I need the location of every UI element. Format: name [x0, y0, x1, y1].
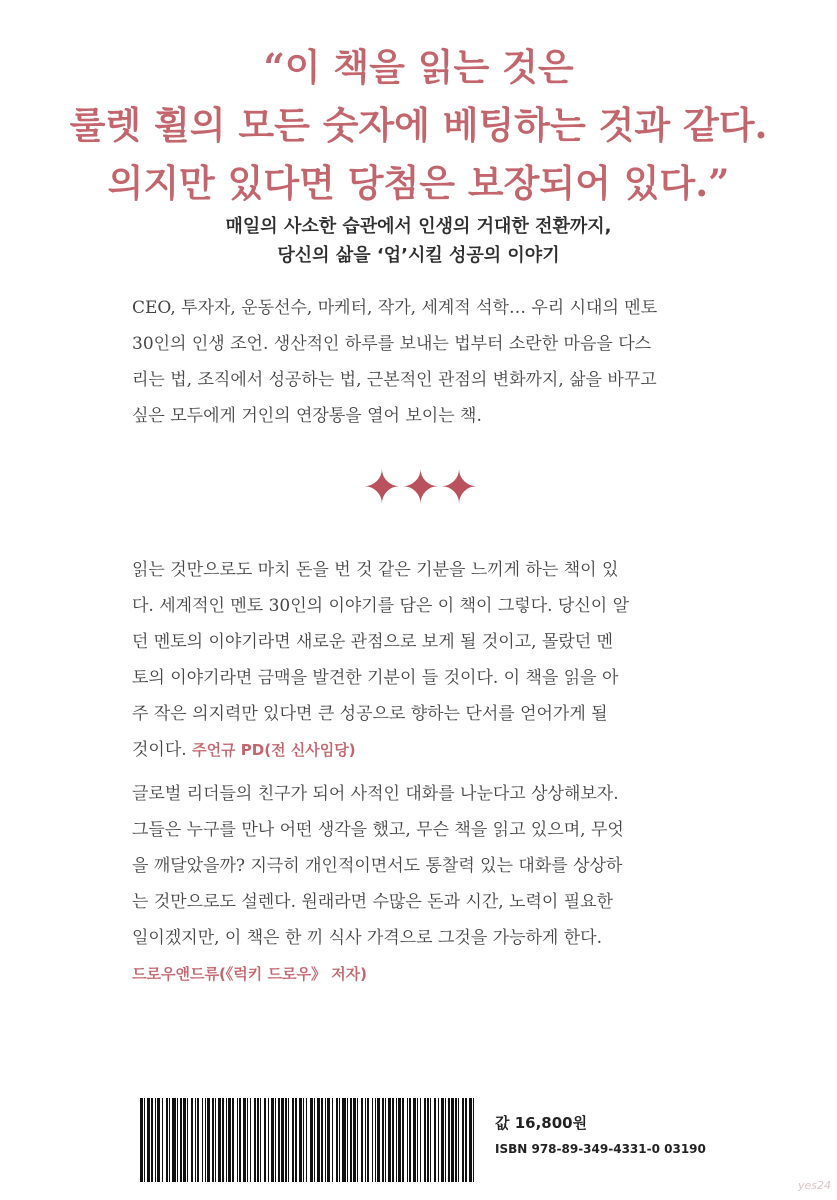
quote-line: 는 것만으로도 설렌다. 원래라면 수많은 돈과 시간, 노력이 필요한 [132, 892, 614, 912]
endorsement-quote-1 [132, 552, 707, 768]
headline-line-3: 의지만 있다면 당첨은 보장되어 있다.” [107, 161, 730, 205]
quote-line: 다. 세계적인 멘토 30인의 이야기를 담은 이 책이 그렇다. 당신이 알 [132, 596, 630, 616]
intro-line: CEO, 투자자, 운동선수, 마케터, 작가, 세계적 석학… 우리 시대의 멘토 [132, 298, 658, 318]
quote-attribution: 주언규 PD(전 신사임당) [192, 741, 356, 759]
intro-line: 싶은 모두에게 거인의 연장통을 열어 보이는 책. [132, 406, 482, 426]
intro-line: 30인의 인생 조언. 생산적인 하루를 보내는 법부터 소란한 마음을 다스 [132, 334, 652, 354]
star-icon: ✦ [362, 461, 398, 513]
subhead-line-1: 매일의 사소한 습관에서 인생의 거대한 전환까지, [225, 216, 612, 237]
quote-line: 그들은 누구를 만나 어떤 생각을 했고, 무슨 책을 읽고 있으며, 무엇 [132, 820, 624, 840]
price-isbn-block [495, 1112, 706, 1158]
quote-line: 읽는 것만으로도 마치 돈을 번 것 같은 기분을 느끼게 하는 책이 있 [132, 560, 619, 580]
quote-line [132, 956, 707, 992]
intro-paragraph [132, 290, 707, 434]
ornament-stars [0, 462, 837, 512]
intro-line: 리는 법, 조직에서 성공하는 법, 근본적인 관점의 변화까지, 삶을 바꾸고 [132, 370, 657, 390]
subheadline [0, 212, 837, 270]
barcode [140, 1098, 480, 1182]
price-label: 값 16,800원 [495, 1114, 588, 1132]
quote-line: 주 작은 의지력만 있다면 큰 성공으로 향하는 단서를 얻어가게 될 [132, 704, 608, 724]
quote-last-line: 것이다. [132, 740, 187, 760]
quote-attribution: 드로우앤드류(《럭키 드로우》 저자) [132, 965, 368, 983]
star-icon: ✦ [439, 461, 475, 513]
barcode-gap [474, 1098, 476, 1182]
quote-line: 을 깨달았을까? 지극히 개인적이면서도 통찰력 있는 대화를 상상하 [132, 856, 623, 876]
quote-line: 일이겠지만, 이 책은 한 끼 식사 가격으로 그것을 가능하게 한다. [132, 928, 602, 948]
headline-quote [0, 38, 837, 212]
endorsement-quote-2 [132, 776, 707, 992]
headline-line-1: “이 책을 읽는 것은 [263, 45, 574, 89]
quote-line: 토의 이야기라면 금맥을 발견한 기분이 들 것이다. 이 책을 읽을 아 [132, 668, 619, 688]
isbn-label: ISBN 978-89-349-4331-0 03190 [495, 1142, 706, 1156]
quote-line: 글로벌 리더들의 친구가 되어 사적인 대화를 나눈다고 상상해보자. [132, 784, 619, 804]
quote-line: 던 멘토의 이야기라면 새로운 관점으로 보게 될 것이고, 몰랐던 멘 [132, 632, 614, 652]
star-icon: ✦ [401, 461, 436, 513]
headline-line-2: 룰렛 휠의 모든 숫자에 베팅하는 것과 같다. [69, 103, 768, 147]
watermark-logo: yes24 [797, 1179, 831, 1192]
subhead-line-2: 당신의 삶을 ‘업’시킬 성공의 이야기 [277, 245, 560, 266]
quote-line [132, 732, 707, 768]
